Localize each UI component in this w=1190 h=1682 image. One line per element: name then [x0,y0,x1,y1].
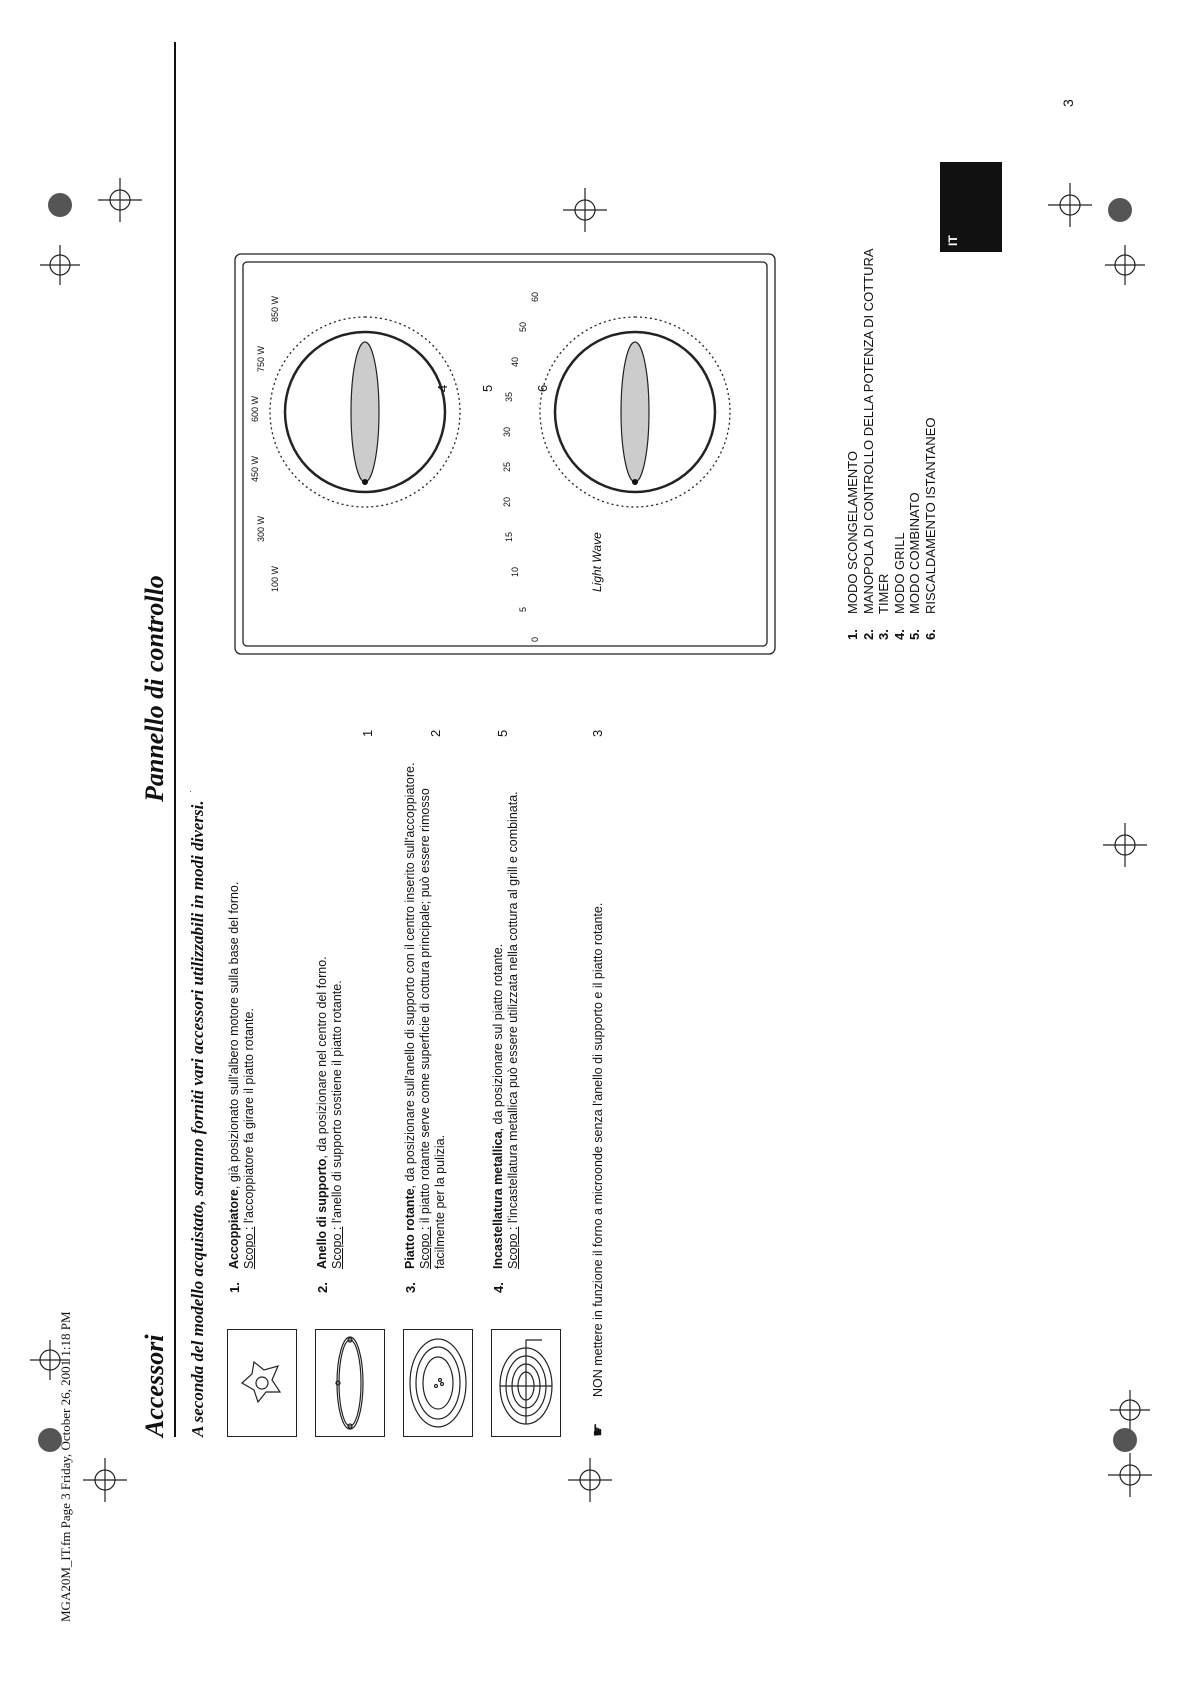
accessory-item-rack [491,757,573,1437]
accessory-purpose: l'accoppiatore fa girare il piatto rotante. [242,1008,256,1227]
power-label: 100 W [270,565,280,592]
callout-2: 2 [428,729,443,737]
page-header: MGA20M_IT.fm Page 3 Friday, October 26, 2001 1:18 PM [58,1311,73,1622]
accessory-desc: , da posizionare sull'anello di supporto con il centro inserito sull'accoppiatore. [403,762,417,1189]
accessory-text [403,757,448,1269]
accessory-purpose: il piatto rotante serve come superficie di cottura principale; può essere rimosso facilmente per la pulizia. [418,788,447,1269]
accessory-purpose: l'incastellatura metallica può essere utilizzata nella cottura al grill e combinata. [506,791,520,1227]
pointing-hand-icon: ☛ [590,1422,607,1437]
purpose-label: Scopo : [506,1226,520,1269]
accessory-item-ring [315,757,397,1437]
accessory-text [227,882,257,1269]
control-panel-diagram [225,242,785,662]
accessory-item-coupler [227,757,309,1437]
note-text: NON mettere in funzione il forno a microonde senza l'anello di supporto e il piatto rotante. [591,902,605,1397]
accessory-desc: , da posizionare nel centro del forno. [315,956,329,1159]
accessory-desc: , già posizionato sull'albero motore sulla base del forno. [227,881,241,1190]
separator-dots [190,791,191,792]
control-panel-title: Pannello di controllo [140,575,169,802]
timer-label: 20 [502,496,512,507]
control-panel-section [140,42,188,802]
power-label: 850 W [270,295,280,322]
timer-label: 0 [530,636,540,642]
callout-1: 1 [360,729,375,737]
accessory-text [491,791,521,1269]
page-number: 3 [1060,99,1076,107]
accessories-title: Accessori [140,1334,169,1437]
coupler-image [227,1329,297,1437]
timer-label: 35 [504,391,514,402]
legend-item: 2. MANOPOLA DI CONTROLLO DELLA POTENZA DI COTTURA [860,248,876,640]
control-panel-legend [845,248,938,640]
callout-5-top: 5 [480,384,495,392]
timer-label: 15 [504,531,514,542]
accessory-num: 3. [403,1282,418,1293]
accessory-num: 2. [315,1282,330,1293]
power-label: 300 W [256,515,266,542]
callout-3: 3 [590,729,605,737]
accessory-num: 1. [227,1282,242,1293]
accessory-name: Piatto rotante [403,1188,417,1269]
legend-item: 3. TIMER [876,573,891,640]
accessory-name: Accoppiatore [227,1189,241,1269]
rack-image [491,1329,561,1437]
purpose-label: Scopo : [418,1226,432,1269]
accessory-name: Incastellatura metallica [491,1131,505,1269]
accessory-desc: , da posizionare sul piatto rotante. [491,943,505,1132]
legend-item: 5. MODO COMBINATO [907,492,922,640]
callout-5: 5 [495,729,510,737]
control-panel-rule [174,42,176,802]
timer-label: 50 [518,321,528,332]
timer-label: 10 [510,566,520,577]
timer-label: 60 [530,291,540,302]
timer-label: 40 [510,356,520,367]
turntable-image [403,1329,473,1437]
language-tab: IT [940,162,1002,252]
purpose-label: Scopo : [242,1226,256,1269]
warning-note [591,757,606,1437]
power-label: 450 W [250,455,260,482]
timer-label: 25 [502,461,512,472]
callout-4: 4 [435,384,450,392]
brand-logo: Light Wave [590,532,604,592]
accessory-item-turntable [403,757,485,1437]
accessory-num: 4. [491,1282,506,1293]
legend-item: 1. MODO SCONGELAMENTO [845,450,860,640]
power-label: 750 W [256,345,266,372]
accessory-name: Anello di supporto [315,1158,329,1269]
timer-label: 30 [502,426,512,437]
legend-item: 6. RISCALDAMENTO ISTANTANEO [922,417,938,640]
callout-6: 6 [535,384,550,392]
accessory-purpose: l'anello di supporto sostiene il piatto rotante. [330,980,344,1227]
accessory-text [315,956,345,1269]
purpose-label: Scopo : [330,1226,344,1269]
power-label: 600 W [250,395,260,422]
timer-label: 5 [518,606,528,612]
legend-item: 4. MODO GRILL [891,532,907,640]
accessories-rule [174,757,176,1437]
accessories-section [140,757,606,1437]
accessories-intro: A seconda del modello acquistato, saranno forniti vari accessori utilizzabili in modi diversi. [188,800,207,1437]
ring-image [315,1329,385,1437]
